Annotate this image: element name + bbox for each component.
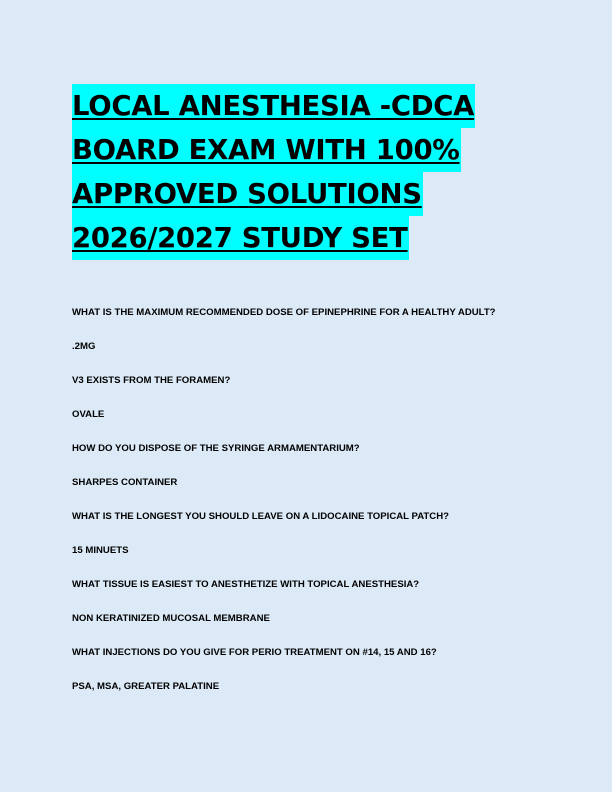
title-line: APPROVED SOLUTIONS [72, 172, 423, 216]
answer-text: .2MG [72, 341, 96, 352]
answer-text: SHARPES CONTAINER [72, 477, 178, 488]
title-line: 2026/2027 STUDY SET [72, 216, 409, 260]
answer-text: PSA, MSA, GREATER PALATINE [72, 681, 220, 692]
answer-text: OVALE [72, 409, 105, 420]
answer-text: 15 MINUETS [72, 545, 129, 556]
answer-text: NON KERATINIZED MUCOSAL MEMBRANE [72, 613, 270, 624]
question-text: V3 EXISTS FROM THE FORAMEN? [72, 375, 231, 386]
document-title [72, 84, 532, 260]
title-line: BOARD EXAM WITH 100% [72, 128, 461, 172]
question-text: WHAT TISSUE IS EASIEST TO ANESTHETIZE WITH TOPICAL ANESTHESIA? [72, 579, 420, 590]
question-answer-list [72, 305, 552, 713]
question-text: WHAT IS THE LONGEST YOU SHOULD LEAVE ON A LIDOCAINE TOPICAL PATCH? [72, 511, 450, 522]
title-line: LOCAL ANESTHESIA -CDCA [72, 84, 475, 128]
question-text: HOW DO YOU DISPOSE OF THE SYRINGE ARMAMENTARIUM? [72, 443, 360, 454]
question-text: WHAT INJECTIONS DO YOU GIVE FOR PERIO TREATMENT ON #14, 15 AND 16? [72, 647, 437, 658]
question-text: WHAT IS THE MAXIMUM RECOMMENDED DOSE OF EPINEPHRINE FOR A HEALTHY ADULT? [72, 307, 496, 318]
